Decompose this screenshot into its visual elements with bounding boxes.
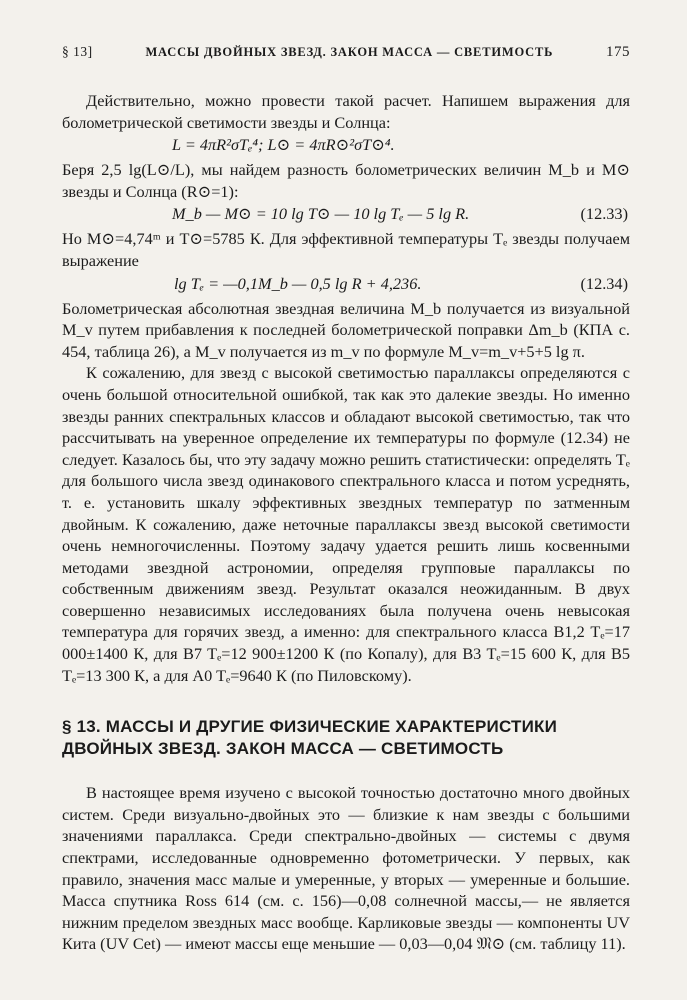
text-body (62, 90, 630, 955)
formula-luminosity-body: L = 4πR²σTₑ⁴; L⊙ = 4πR⊙²σT⊙⁴. (172, 135, 395, 155)
paragraph-4: Болометрическая абсолютная звездная величина M_b получается из визуальной M_v путем прибавления к последней болометрической поправки Δm_b (КПА с. 454, таблица 26), а M_v получается из m_v по формуле M_v=m_v+5+5 lg π. (62, 298, 630, 361)
paragraph-6: В настоящее время изучено с высокой точностью достаточно много двойных систем. Среди визуально-двойных это — близкие к нам звезды с большими значениями параллакса. Среди спектрально-двойных — системы с двумя спектрами, исследованные одновременно фотометрически. У первых, как правило, значения масс малые и умеренные, у вторых — умеренные и большие. Масса спутника Ross 614 (см. с. 156)—0,08 солнечной массы,— не является нижним пределом звездных масс вообще. Карликовые звезды — компоненты UV Кита (UV Cet) — имеют массы еще меньшие — 0,03—0,04 𝔐⊙ (см. таблицу 11). (62, 783, 630, 954)
formula-luminosity (62, 133, 630, 159)
formula-12-33-body: M_b — M⊙ = 10 lg T⊙ — 10 lg Tₑ — 5 lg R. (172, 204, 470, 224)
formula-12-34-number: (12.34) (580, 273, 628, 293)
paragraph-5: К сожалению, для звезд с высокой светимостью параллаксы определяются с очень большой относительной ошибкой, так как это далекие звезды. Но именно звезды ранних спектральных классов и обладают высокой светимостью, так что рассчитывать на уверенное определение их температуры по формуле (12.34) не следует. Казалось бы, что эту задачу можно решить статистически: определять Tₑ для большого числа звезд одинакового спектрального класса и потом усреднять, т. е. установить шкалу эффективных звездных температур по затменным двойным. К сожалению, даже неточные параллаксы звезд высокой светимости очень немногочисленны. Поэтому задачу удается решить лишь косвенными методами звездной астрономии, определяя групповые параллаксы по собственным движениям звезд. Результат оказался неожиданным. В двух совершенно независимых исследованиях была получена очень невысокая температура для горячих звезд, а именно: для спектрального класса B1,2 Tₑ=17 000±1400 К, для B7 Tₑ=12 900±1200 К (по Копалу), для B3 Tₑ=15 600 К, для B5 Tₑ=13 300 К, а для A0 Tₑ=9640 К (по Пиловскому). (62, 363, 630, 685)
formula-12-33-number: (12.33) (580, 204, 628, 224)
page-number: 175 (605, 44, 630, 60)
running-head-title: МАССЫ ДВОЙНЫХ ЗВЕЗД. ЗАКОН МАССА — СВЕТИМОСТЬ (145, 45, 554, 59)
running-head-section: § 13] (62, 44, 93, 59)
formula-12-34-body: lg Tₑ = —0,1M_b — 0,5 lg R + 4,236. (174, 273, 422, 293)
running-head (62, 44, 630, 66)
formula-12-33 (62, 202, 630, 228)
section-heading: § 13. МАССЫ И ДРУГИЕ ФИЗИЧЕСКИЕ ХАРАКТЕРИСТИКИ ДВОЙНЫХ ЗВЕЗД. ЗАКОН МАССА — СВЕТИМОСТЬ (62, 717, 558, 759)
book-page (62, 44, 630, 955)
formula-12-34 (62, 272, 630, 298)
paragraph-3: Но M⊙=4,74ᵐ и T⊙=5785 К. Для эффективной температуры Tₑ звезды получаем выражение (62, 229, 630, 270)
paragraph-1: Действительно, можно провести такой расчет. Напишем выражения для болометрической светимости звезды и Солнца: (62, 91, 630, 132)
paragraph-2: Беря 2,5 lg(L⊙/L), мы найдем разность болометрических величин M_b и M⊙ звезды и Солнца (R⊙=1): (62, 160, 630, 201)
